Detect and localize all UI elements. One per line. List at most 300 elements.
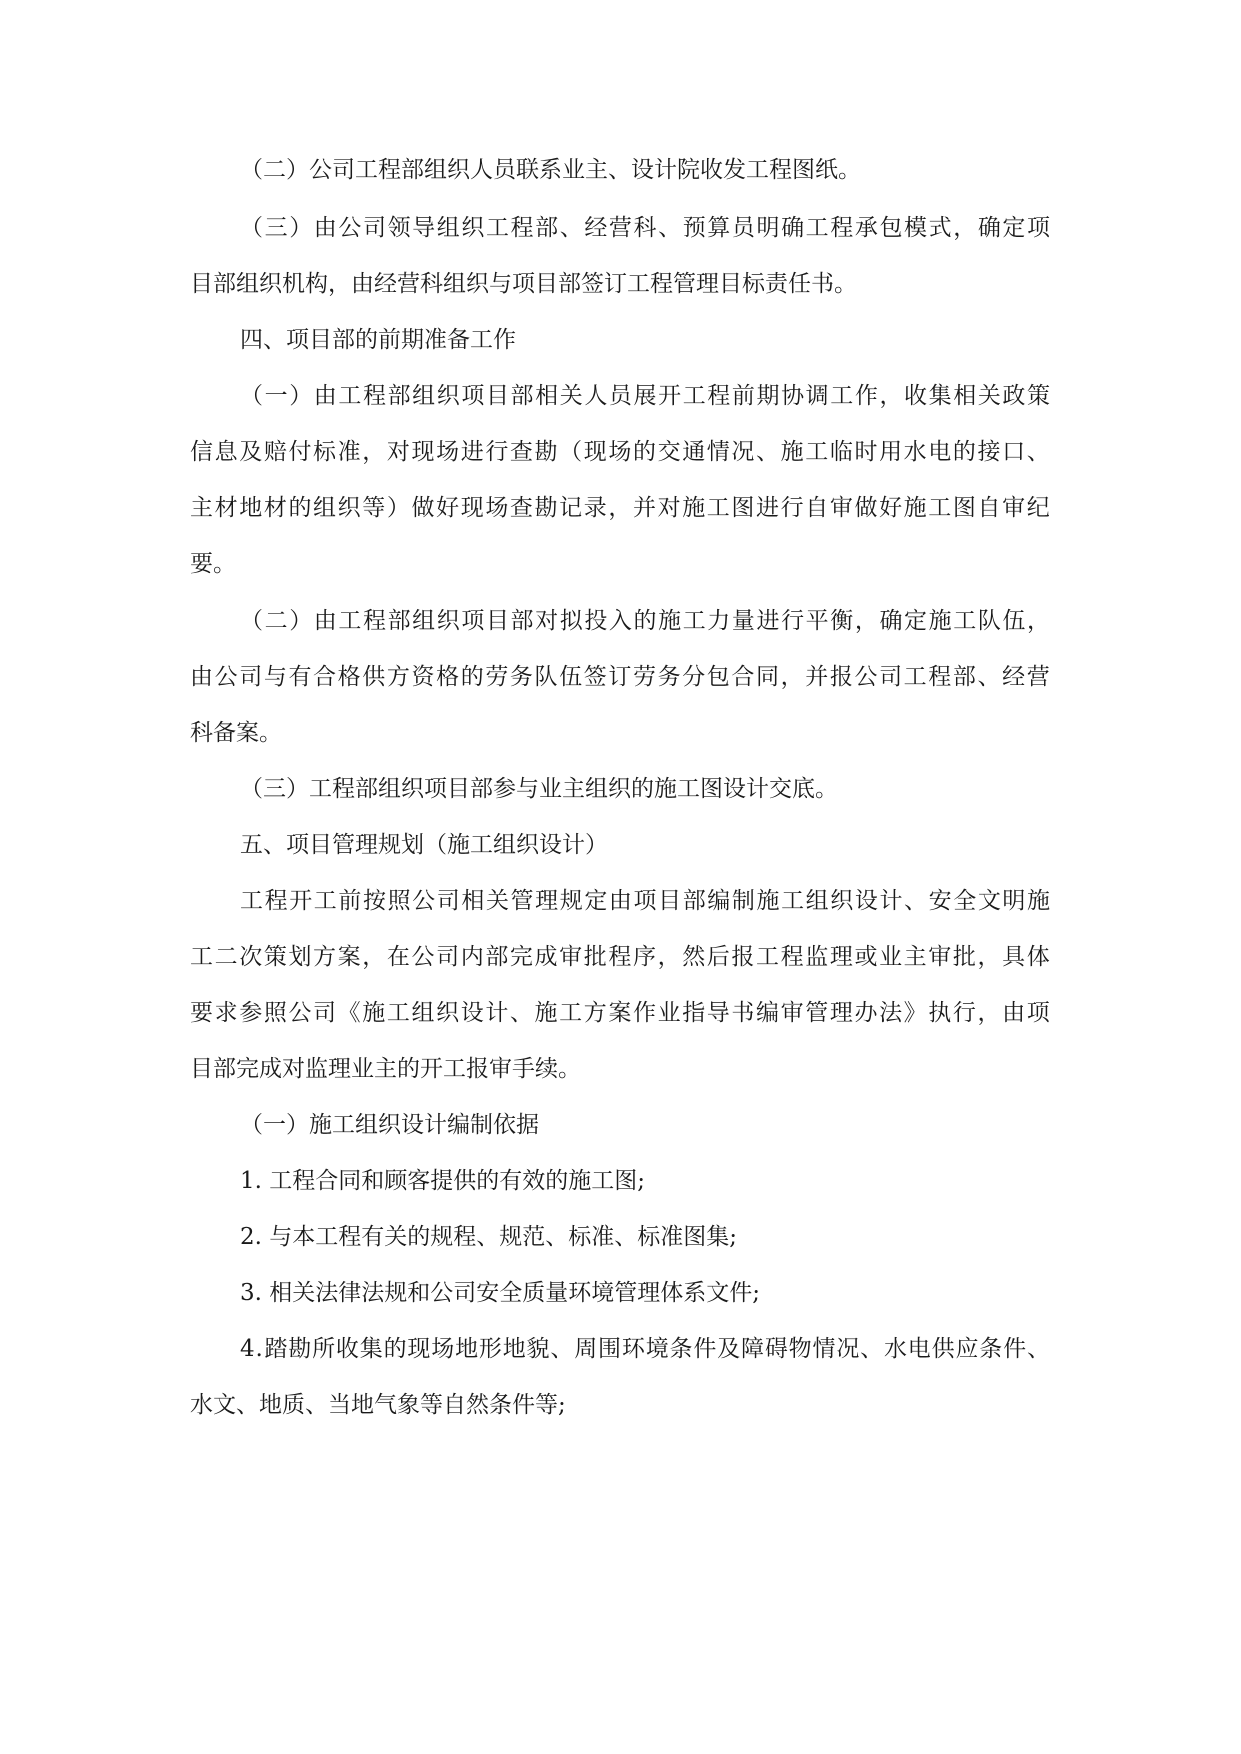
paragraph-line [240, 884, 1050, 918]
text-char: 相 [953, 383, 977, 409]
text-char: 地 [239, 495, 263, 521]
text-char: 平 [805, 608, 829, 634]
text-char: 、 [977, 664, 1001, 690]
text-char: 公 [214, 664, 238, 690]
text-char: 施 [780, 439, 804, 465]
text-char: 司 [436, 944, 460, 970]
text-char: 有 [288, 664, 312, 690]
text-char: 导 [706, 1000, 730, 1026]
text-char: 、 [860, 1336, 884, 1362]
text-char: 内 [460, 944, 484, 970]
text-char: 按 [362, 888, 386, 914]
text-char: 策 [263, 944, 287, 970]
text-char: 前 [338, 888, 362, 914]
paragraph-line: 科备案。 [190, 720, 282, 746]
text-char: 做 [411, 495, 435, 521]
text-char: 图 [731, 495, 755, 521]
text-char: 资 [411, 664, 435, 690]
text-char: 格 [436, 664, 460, 690]
text-char: 的 [288, 495, 312, 521]
text-char: 、 [559, 215, 583, 241]
text-char: ， [608, 495, 632, 521]
text-char: 图 [952, 495, 976, 521]
text-char: 的 [952, 439, 976, 465]
text-char: 况 [731, 439, 755, 465]
paragraph-line [190, 491, 1050, 525]
text-char: 并 [632, 495, 656, 521]
text-char: 管 [805, 1000, 829, 1026]
text-char: 设 [854, 888, 878, 914]
text-char: 格 [337, 664, 361, 690]
text-char: 赔 [263, 439, 287, 465]
text-char: 审 [780, 1000, 804, 1026]
text-char: 交 [657, 439, 681, 465]
text-char: ， [977, 944, 1001, 970]
text-char: 审 [829, 495, 853, 521]
text-char: 工 [706, 495, 730, 521]
text-char: 场 [436, 439, 460, 465]
text-char: 踏 [264, 1336, 288, 1362]
text-char: 工 [928, 495, 952, 521]
text-char: 订 [608, 664, 632, 690]
text-char: 、 [1026, 1336, 1050, 1362]
text-char: 收 [904, 383, 928, 409]
text-char: 劳 [632, 664, 656, 690]
text-char: 关 [977, 383, 1001, 409]
text-char: ， [780, 664, 804, 690]
text-char: 施 [362, 1000, 386, 1026]
text-char: 貌 [526, 1336, 550, 1362]
text-char: ） [289, 383, 313, 409]
text-char: 合 [313, 664, 337, 690]
text-char: 计 [879, 888, 903, 914]
text-char: 分 [682, 664, 706, 690]
text-char: 司 [879, 664, 903, 690]
text-char: 确 [781, 215, 805, 241]
text-char: 录 [583, 495, 607, 521]
text-char: 量 [731, 608, 755, 634]
text-char: 收 [335, 1336, 359, 1362]
text-char: ， [953, 215, 977, 241]
text-char: 、 [658, 215, 682, 241]
text-char: ， [657, 944, 681, 970]
text-char: 场 [431, 1336, 455, 1362]
text-char: ， [362, 944, 386, 970]
text-char: 好 [436, 495, 460, 521]
text-char: 安 [928, 888, 952, 914]
text-char: 理 [829, 944, 853, 970]
text-char: 员 [731, 215, 755, 241]
text-char: 部 [510, 608, 534, 634]
text-char: 定 [584, 888, 608, 914]
text-char: 件 [1003, 1336, 1027, 1362]
text-char: 场 [485, 495, 509, 521]
text-char: 伍 [1002, 608, 1026, 634]
text-char: 由 [313, 215, 337, 241]
text-char: 部 [952, 664, 976, 690]
text-char: 程 [362, 383, 386, 409]
text-char: 开 [289, 888, 313, 914]
text-char: 及 [717, 1336, 741, 1362]
text-char: 工 [190, 944, 213, 970]
text-char: 工 [338, 608, 362, 634]
text-char: 经 [584, 215, 608, 241]
text-char: 导 [412, 215, 436, 241]
text-char: 程 [830, 215, 854, 241]
text-char: . [255, 1336, 263, 1362]
text-char: 工 [682, 383, 706, 409]
text-char: 围 [598, 1336, 622, 1362]
text-char: 织 [436, 1000, 460, 1026]
text-char: 障 [741, 1336, 764, 1362]
text-char: 经 [1002, 664, 1026, 690]
text-char: 与 [263, 664, 287, 690]
list-item: 1. 工程合同和顾客提供的有效的施工图; [240, 1168, 646, 1194]
text-char: ） [289, 215, 313, 241]
text-char: 司 [362, 215, 386, 241]
text-char: 员 [608, 383, 632, 409]
text-char: 然 [682, 944, 706, 970]
text-char: 理 [829, 1000, 853, 1026]
text-char: 部 [485, 944, 509, 970]
text-char: 方 [583, 1000, 607, 1026]
list-item: 3. 相关法律法规和公司安全质量环境管理体系文件; [240, 1280, 761, 1306]
text-char: 集 [359, 1336, 383, 1362]
text-char: 地 [502, 1336, 526, 1362]
text-char: 现 [407, 1336, 431, 1362]
text-char: 项 [1027, 215, 1050, 241]
text-char: 供 [362, 664, 386, 690]
text-char: 由 [1002, 1000, 1026, 1026]
text-char: 组 [436, 215, 460, 241]
text-char: 施 [534, 1000, 558, 1026]
text-char: 一 [264, 383, 288, 409]
text-char: 》 [903, 1000, 927, 1026]
text-char: 现 [460, 495, 484, 521]
text-char: 信 [190, 439, 213, 465]
text-char: 水 [903, 439, 927, 465]
text-char: 投 [584, 608, 608, 634]
text-char: 纪 [1026, 495, 1050, 521]
text-char: 管 [510, 888, 534, 914]
text-char: 织 [436, 608, 460, 634]
text-char: 行 [952, 1000, 976, 1026]
text-char: 、 [904, 888, 928, 914]
section-heading: 五、项目管理规划（施工组织设计） [240, 832, 608, 858]
text-char: 情 [706, 439, 730, 465]
text-char: 工 [386, 1000, 410, 1026]
text-char: 时 [854, 439, 878, 465]
text-char: 施 [682, 495, 706, 521]
text-char: 地 [455, 1336, 479, 1362]
text-char: 条 [669, 1336, 693, 1362]
paragraph-line [190, 435, 1050, 469]
list-item: 2. 与本工程有关的规程、规范、标准、标准图集; [240, 1224, 738, 1250]
text-char: 签 [583, 664, 607, 690]
text-char: 指 [682, 1000, 706, 1026]
paragraph-line: 要。 [190, 551, 236, 577]
text-char: 用 [879, 439, 903, 465]
text-char: 《 [337, 1000, 361, 1026]
text-char: 进 [756, 495, 780, 521]
text-char: 接 [977, 439, 1001, 465]
text-char: 理 [535, 888, 559, 914]
text-char: 策 [1027, 383, 1050, 409]
text-char: 由 [313, 608, 337, 634]
text-char: 程 [362, 608, 386, 634]
text-char: 进 [756, 608, 780, 634]
text-char: ， [854, 608, 878, 634]
text-char: 前 [731, 383, 755, 409]
text-char: ， [362, 439, 386, 465]
text-char: 关 [559, 383, 583, 409]
text-char: 工 [240, 888, 263, 914]
text-char: 主 [903, 944, 927, 970]
text-char: 施 [756, 888, 780, 914]
text-char: 电 [928, 439, 952, 465]
section-heading: 四、项目部的前期准备工作 [240, 327, 516, 353]
text-char: 执 [928, 1000, 952, 1026]
text-char: 勘 [534, 495, 558, 521]
text-char: 办 [854, 1000, 878, 1026]
paragraph-line: （三）工程部组织项目部参与业主组织的施工图设计交底。 [240, 776, 838, 802]
text-char: 工 [485, 215, 509, 241]
text-char: 况 [836, 1336, 860, 1362]
text-char: 碍 [764, 1336, 788, 1362]
paragraph-line [240, 604, 1050, 638]
text-char: 境 [645, 1336, 669, 1362]
text-char: 二 [264, 608, 288, 634]
text-char: 作 [854, 383, 878, 409]
text-char: 及 [239, 439, 263, 465]
text-char: 领 [387, 215, 411, 241]
text-char: 组 [411, 1000, 435, 1026]
text-char: 做 [854, 495, 878, 521]
text-char: 程 [780, 944, 804, 970]
text-char: 次 [239, 944, 263, 970]
text-char: 营 [1026, 664, 1050, 690]
paragraph-line [190, 996, 1050, 1030]
text-char: 拟 [559, 608, 583, 634]
text-char: 查 [509, 495, 533, 521]
text-char: 案 [337, 944, 361, 970]
text-char: 、 [756, 439, 780, 465]
text-char: （ [559, 439, 583, 465]
text-char: 具 [1002, 944, 1026, 970]
text-char: 所 [312, 1336, 336, 1362]
text-char: 三 [264, 215, 288, 241]
text-char: 记 [559, 495, 583, 521]
text-char: （ [240, 383, 263, 409]
text-char: 供 [931, 1336, 955, 1362]
text-char: 的 [460, 664, 484, 690]
text-char: 形 [478, 1336, 502, 1362]
text-char: 付 [288, 439, 312, 465]
text-char: 工 [559, 1000, 583, 1026]
text-char: 工 [805, 439, 829, 465]
text-char: 司 [313, 1000, 337, 1026]
text-char: 部 [387, 608, 411, 634]
text-char: 明 [1002, 888, 1026, 914]
text-char: 水 [883, 1336, 907, 1362]
text-char: 部 [510, 383, 534, 409]
text-char: 织 [461, 215, 485, 241]
text-char: 部 [387, 383, 411, 409]
text-char: 自 [977, 495, 1001, 521]
text-char: 工 [830, 383, 854, 409]
text-char: 审 [928, 944, 952, 970]
text-char: 程 [707, 383, 731, 409]
text-char: 好 [879, 495, 903, 521]
text-char: 工 [953, 608, 977, 634]
text-char: 由 [190, 664, 213, 690]
text-char: 现 [411, 439, 435, 465]
text-char: 目 [658, 888, 682, 914]
text-char: 组 [313, 495, 337, 521]
text-char: 司 [436, 888, 460, 914]
text-char: 的 [383, 1336, 407, 1362]
text-char: 电 [907, 1336, 931, 1362]
text-char: 临 [829, 439, 853, 465]
text-char: 条 [979, 1336, 1003, 1362]
text-char: 劳 [485, 664, 509, 690]
text-char: 队 [977, 608, 1001, 634]
text-char: 计 [485, 1000, 509, 1026]
text-char: 、 [509, 1000, 533, 1026]
text-char: 审 [1002, 495, 1026, 521]
text-char: 程 [608, 944, 632, 970]
text-char: 定 [1002, 215, 1026, 241]
text-char: ） [386, 495, 410, 521]
text-char: 并 [805, 664, 829, 690]
text-char: 项 [461, 608, 485, 634]
text-char: 工 [313, 888, 337, 914]
text-char: 作 [632, 1000, 656, 1026]
text-char: 勘 [288, 1336, 312, 1362]
text-char: 或 [854, 944, 878, 970]
text-char: 、 [550, 1336, 574, 1362]
text-char: 组 [412, 383, 436, 409]
text-char: 模 [904, 215, 928, 241]
text-char: 司 [239, 664, 263, 690]
text-char: 包 [879, 215, 903, 241]
text-char: 自 [805, 495, 829, 521]
text-char: 部 [535, 215, 559, 241]
text-char: 批 [952, 944, 976, 970]
text-char: 由 [608, 888, 632, 914]
text-char: 工 [781, 888, 805, 914]
text-char: 批 [583, 944, 607, 970]
text-char: 务 [657, 664, 681, 690]
text-char: 算 [707, 215, 731, 241]
text-char: （ [240, 608, 263, 634]
text-char: 组 [805, 888, 829, 914]
text-char: 项 [633, 888, 657, 914]
text-char: 组 [412, 608, 436, 634]
text-char: 织 [830, 888, 854, 914]
text-char: 协 [781, 383, 805, 409]
text-char: 求 [214, 1000, 238, 1026]
text-char: 公 [412, 888, 436, 914]
text-char: 制 [731, 888, 755, 914]
paragraph-line [190, 940, 1050, 974]
paragraph-line [240, 379, 1050, 413]
text-char: 相 [461, 888, 485, 914]
text-char: 对 [386, 439, 410, 465]
text-char: 行 [781, 608, 805, 634]
text-char: 部 [682, 888, 706, 914]
text-char: 案 [608, 1000, 632, 1026]
text-char: 程 [928, 664, 952, 690]
text-char: 标 [313, 439, 337, 465]
text-char: 报 [731, 944, 755, 970]
text-char: 对 [657, 495, 681, 521]
text-char: 目 [485, 383, 509, 409]
text-char: 场 [608, 439, 632, 465]
text-char: 项 [1026, 1000, 1050, 1026]
text-char: 施 [903, 495, 927, 521]
text-char: 施 [658, 608, 682, 634]
text-char: （ [240, 215, 263, 241]
text-char: 调 [805, 383, 829, 409]
text-char: 设 [460, 1000, 484, 1026]
text-char: 衡 [830, 608, 854, 634]
text-char: 查 [509, 439, 533, 465]
subsection-heading: （一）施工组织设计编制依据 [240, 1112, 539, 1138]
text-char: 件 [693, 1336, 717, 1362]
text-char: 确 [977, 215, 1001, 241]
text-char: 主 [190, 495, 213, 521]
text-char: 进 [460, 439, 484, 465]
text-char: 程 [264, 888, 288, 914]
text-char: 监 [805, 944, 829, 970]
text-char: 在 [386, 944, 410, 970]
text-char: 方 [313, 944, 337, 970]
text-char: 环 [621, 1336, 645, 1362]
text-char: 物 [788, 1336, 812, 1362]
text-char: 息 [214, 439, 238, 465]
text-char: 的 [633, 608, 657, 634]
text-char: 方 [386, 664, 410, 690]
text-char: 、 [1026, 439, 1050, 465]
paragraph-line [240, 211, 1050, 245]
text-char: 通 [682, 439, 706, 465]
text-char: 现 [583, 439, 607, 465]
text-char: 目 [485, 608, 509, 634]
text-char: 工 [682, 608, 706, 634]
text-char: 展 [633, 383, 657, 409]
text-char: 行 [780, 495, 804, 521]
text-char: 务 [509, 664, 533, 690]
text-char: ） [289, 608, 313, 634]
text-char: 工 [903, 664, 927, 690]
text-char: 政 [1002, 383, 1026, 409]
text-char: 口 [1002, 439, 1026, 465]
text-char: 施 [928, 608, 952, 634]
text-char: 公 [411, 944, 435, 970]
text-char: 定 [904, 608, 928, 634]
text-char: 二 [214, 944, 238, 970]
text-char: 相 [535, 383, 559, 409]
text-char: 集 [928, 383, 952, 409]
text-char: 式 [928, 215, 952, 241]
text-char: 开 [658, 383, 682, 409]
paragraph-line [190, 660, 1050, 694]
text-char: 明 [756, 215, 780, 241]
text-char: ， [879, 383, 903, 409]
text-char: 书 [731, 1000, 755, 1026]
list-item [240, 1332, 1050, 1366]
